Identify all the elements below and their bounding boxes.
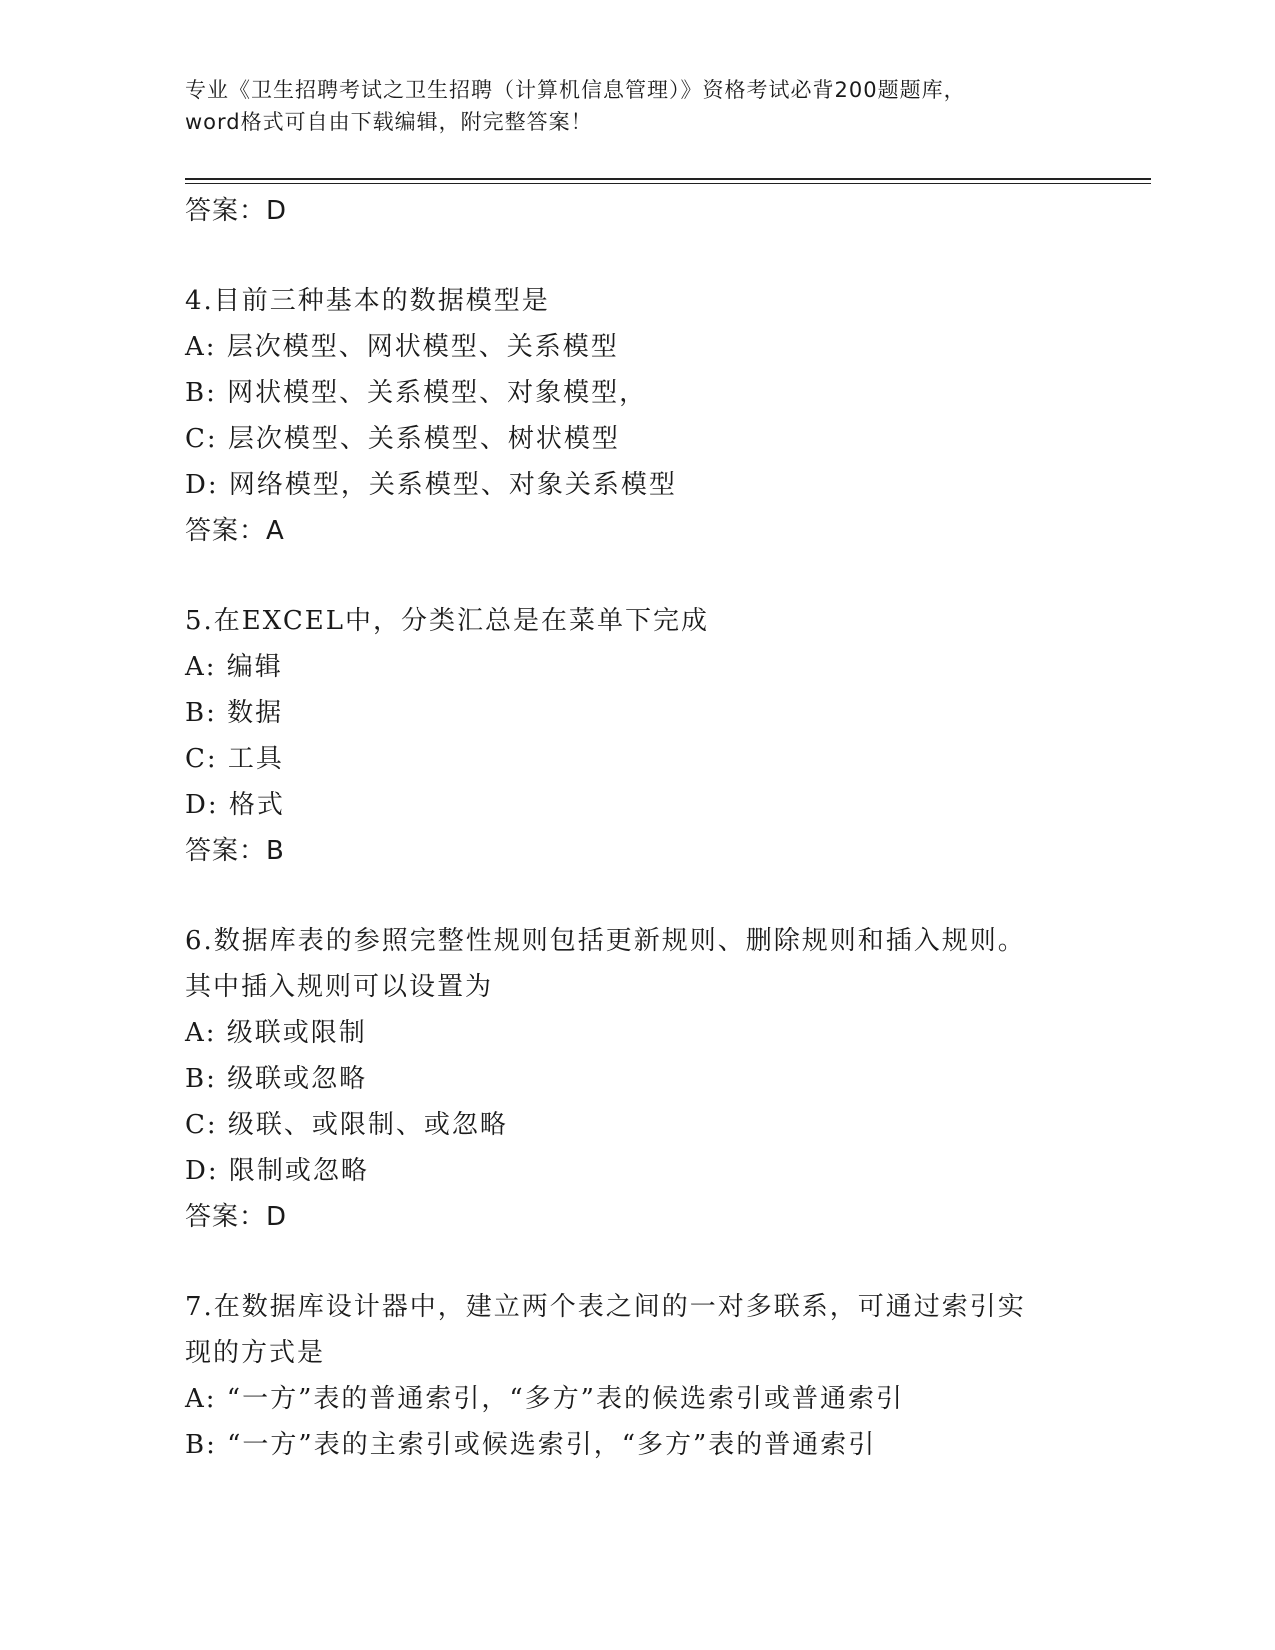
question-item (185, 918, 1085, 1240)
spacer (185, 234, 1085, 278)
spacer (185, 874, 1085, 918)
answer-line: 答案：A (185, 516, 285, 546)
header-divider-thin (185, 183, 1151, 184)
option-d: D: 网络模型，关系模型、对象关系模型 (185, 470, 677, 500)
option-d: D: 格式 (185, 790, 285, 820)
option-a: A: 级联或限制 (185, 1018, 367, 1048)
answer-line: 答案：D (185, 1202, 288, 1232)
option-a: A: 层次模型、网状模型、关系模型 (185, 332, 619, 362)
question-stem: 7.在数据库设计器中，建立两个表之间的一对多联系，可通过索引实 (185, 1292, 1026, 1322)
answer-line: 答案：B (185, 836, 285, 866)
question-stem: 4.目前三种基本的数据模型是 (185, 286, 550, 316)
option-c: C: 级联、或限制、或忽略 (185, 1110, 508, 1140)
page-header (185, 74, 1085, 138)
question-list (185, 188, 1085, 1468)
option-b: B: 级联或忽略 (185, 1064, 368, 1094)
option-b: B: 数据 (185, 698, 284, 728)
question-item (185, 598, 1085, 874)
header-title-line-2: word格式可自由下载编辑，附完整答案！ (185, 110, 593, 134)
question-item (185, 278, 1085, 554)
header-title-line-1: 专业《卫生招聘考试之卫生招聘（计算机信息管理）》资格考试必背200题题库， (185, 78, 966, 102)
question-item (185, 1284, 1085, 1468)
answer-line: 答案：D (185, 196, 288, 226)
spacer (185, 554, 1085, 598)
spacer (185, 1240, 1085, 1284)
question-stem: 5.在EXCEL中，分类汇总是在菜单下完成 (185, 606, 709, 636)
question-stem-continued: 其中插入规则可以设置为 (185, 972, 494, 1002)
option-b: B: 网状模型、关系模型、对象模型， (185, 378, 648, 408)
option-a: A: “一方”表的普通索引，“多方”表的候选索引或普通索引 (185, 1384, 904, 1414)
option-b: B: “一方”表的主索引或候选索引，“多方”表的普通索引 (185, 1430, 877, 1460)
option-c: C: 工具 (185, 744, 284, 774)
option-c: C: 层次模型、关系模型、树状模型 (185, 424, 620, 454)
question-stem: 6.数据库表的参照完整性规则包括更新规则、删除规则和插入规则。 (185, 926, 1026, 956)
option-a: A: 编辑 (185, 652, 283, 682)
header-divider-thick (185, 178, 1151, 180)
question-stem-continued: 现的方式是 (185, 1338, 326, 1368)
option-d: D: 限制或忽略 (185, 1156, 369, 1186)
